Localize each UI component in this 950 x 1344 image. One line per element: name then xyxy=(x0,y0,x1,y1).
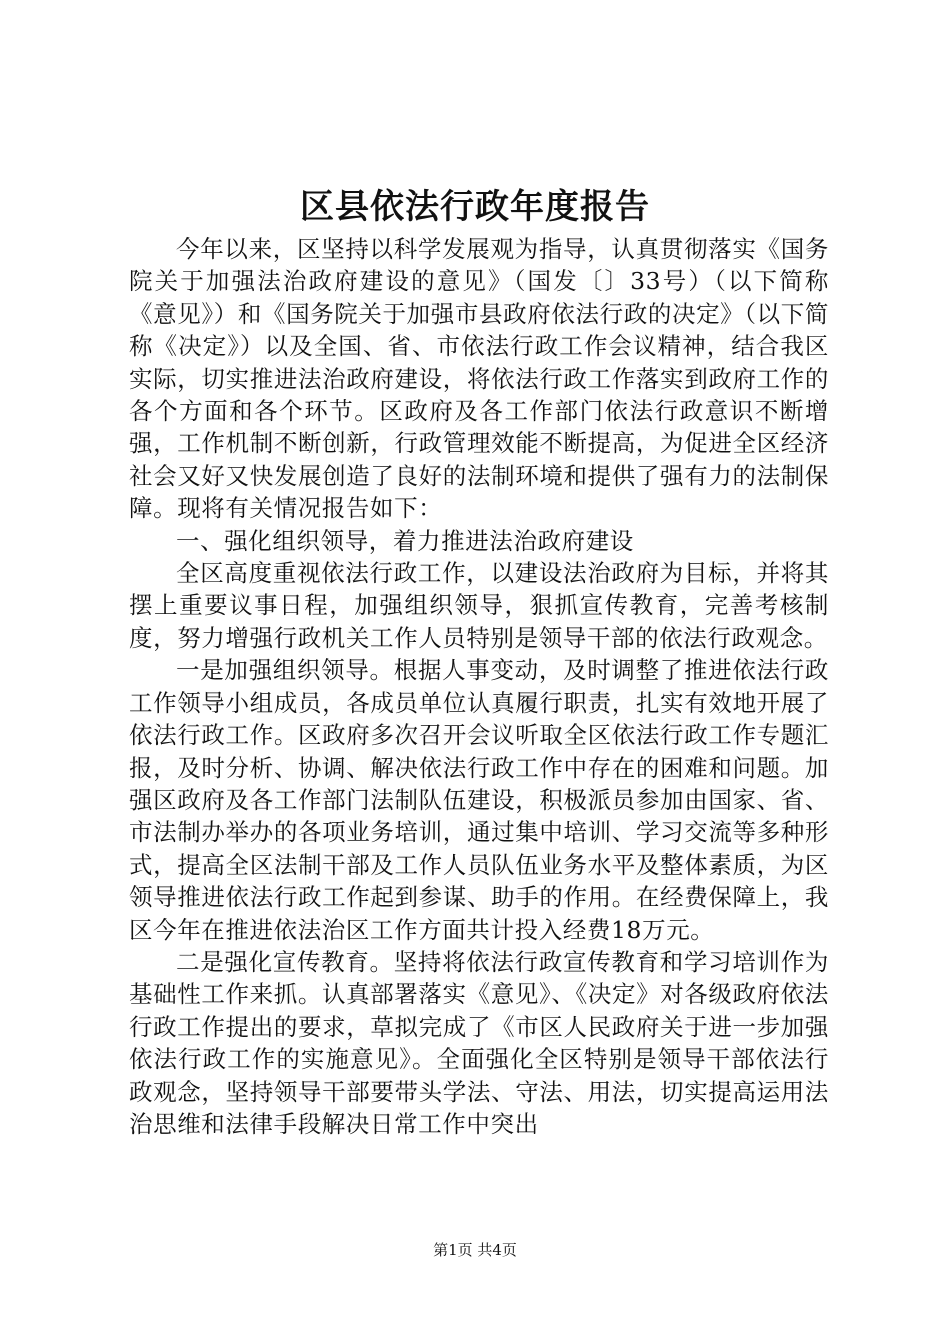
document-title: 区县依法行政年度报告 xyxy=(300,187,650,227)
paragraph-intro: 今年以来，区坚持以科学发展观为指导，认真贯彻落实《国务院关于加强法治政府建设的意见》（国发〔〕33号）（以下简称《意见》）和《国务院关于加强市县政府依法行政的决定》（以下简称《决定》）以及全国、省、市依法行政工作会议精神，结合我区实际，切实推进法治政府建设，将依法行政工作落实到政府工作的各个方面和各个环节。区政府及各工作部门依法行政意识不断增强，工作机制不断创新，行政管理效能不断提高，为促进全区经济社会又好又快发展创造了良好的法制环境和提供了强有力的法制保障。现将有关情况报告如下： xyxy=(129,235,829,523)
paragraph-section-1-overview: 全区高度重视依法行政工作，以建设法治政府为目标，并将其摆上重要议事日程，加强组织领导，狠抓宣传教育，完善考核制度，努力增强行政机关工作人员特别是领导干部的依法行政观念。 xyxy=(129,559,829,652)
paragraph-organization-leadership: 一是加强组织领导。根据人事变动，及时调整了推进依法行政工作领导小组成员，各成员单位认真履行职责，扎实有效地开展了依法行政工作。区政府多次召开会议听取全区依法行政工作专题汇报，及时分析、协调、解决依法行政工作中存在的困难和问题。加强区政府及各工作部门法制队伍建设，积极派员参加由国家、省、市法制办举办的各项业务培训，通过集中培训、学习交流等多种形式，提高全区法制干部及工作人员队伍业务水平及整体素质，为区领导推进依法行政工作起到参谋、助手的作用。在经费保障上，我区今年在推进依法治区工作方面共计投入经费18万元。 xyxy=(129,656,829,944)
page-footer: 第1页 共4页 xyxy=(433,1241,517,1259)
document-body xyxy=(129,233,829,1140)
section-heading-1: 一、强化组织领导，着力推进法治政府建设 xyxy=(176,526,634,555)
paragraph-publicity-education: 二是强化宣传教育。坚持将依法行政宣传教育和学习培训作为基础性工作来抓。认真部署落实《意见》、《决定》对各级政府依法行政工作提出的要求，草拟完成了《市区人民政府关于进一步加强依法行政工作的实施意见》。全面强化全区特别是领导干部依法行政观念，坚持领导干部要带头学法、守法、用法，切实提高运用法治思维和法律手段解决日常工作中突出 xyxy=(129,947,829,1138)
